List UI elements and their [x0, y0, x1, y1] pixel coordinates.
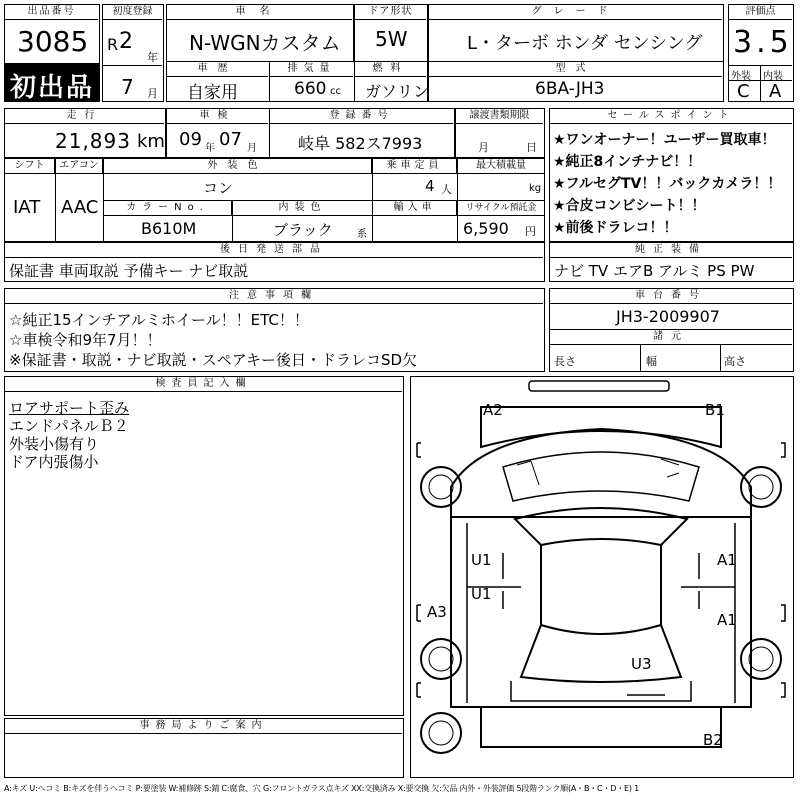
sales-point: ★前後ドラレコ！！ [553, 220, 678, 236]
first-registration-box: 初度登録 R 2 年 7 月 [102, 4, 164, 102]
first-listing-badge: 初出品 [4, 64, 100, 102]
color-number: B610M [141, 219, 197, 238]
note-line: ☆純正15インチアルミホイール！！ETC！！ [9, 311, 309, 329]
exterior-score: C [737, 81, 750, 102]
damage-mark: U1 [471, 585, 492, 603]
history-box: 車歴 自家用 [166, 61, 270, 102]
displacement: 660 [294, 79, 327, 99]
equipment: ナビ TV エアB アルミ PS PW [554, 262, 755, 280]
transfer-deadline-box: 譲渡書類期限 月 日 [455, 108, 545, 158]
equipment-box: 純正装備 ナビ TV エアB アルミ PS PW [549, 242, 794, 282]
sales-point: ★合皮コンビシート！！ [553, 198, 706, 214]
damage-mark: A1 [717, 551, 737, 569]
reg-year: 2 [119, 29, 133, 54]
interior-color: ブラック [273, 221, 333, 239]
mileage-box: 走行 21,893 km [4, 108, 166, 158]
sales-point: ★ワンオーナー！ユーザー買取車！ [553, 132, 776, 148]
note-line: ☆車検令和9年7月！！ [9, 331, 162, 349]
lot-number-label: 出品番号 [5, 5, 98, 20]
inspector-line: ロアサポート歪み [9, 399, 130, 417]
later-items: 保証書 車両取説 予備キー ナビ取説 [9, 262, 249, 280]
overall-score: 3.5 [733, 25, 793, 60]
inspector-box: 検査員記入欄 ロアサポート歪み エンドパネルＢ２ 外装小傷有り ドア内張傷小 [4, 376, 404, 716]
damage-mark: B1 [705, 401, 725, 419]
lot-number: 3085 [17, 25, 89, 58]
first-registration-label: 初度登録 [103, 5, 162, 20]
damage-mark: U3 [631, 655, 652, 673]
sales-point: ★フルセグTV！！バックカメラ！！ [553, 176, 782, 192]
inspector-line: ドア内張傷小 [9, 453, 99, 471]
inspector-line: 外装小傷有り [9, 435, 100, 453]
car-name: N-WGNカスタム [189, 31, 341, 55]
displacement-box: 排気量 660 cc [269, 61, 355, 102]
door-box: ドア形状 5W [354, 4, 428, 62]
car-outline [411, 377, 791, 775]
sales-point: ★純正8インチナビ！！ [553, 154, 702, 170]
damage-mark: A3 [427, 603, 447, 621]
chassis-box: 車台番号 JH3-2009907 諸元 長さ 幅 高さ [549, 288, 794, 372]
office-box: 事務局よりご案内 [4, 718, 404, 778]
recycle-fee: 6,590 [463, 219, 509, 238]
shift: IAT [13, 197, 41, 218]
capacity: 4 [425, 177, 435, 195]
lot-number-box [4, 4, 100, 64]
fuel-box: 燃料 ガソリン [354, 61, 428, 102]
registration-number: 岐阜 582ス7993 [298, 134, 423, 153]
door-type: 5W [375, 27, 408, 51]
inspection-month: 07 [219, 129, 242, 150]
model-code: 6BA-JH3 [535, 79, 605, 99]
grade-box: グレード L・ターボ ホンダ センシング [428, 4, 724, 62]
exterior-color: コン [203, 179, 234, 197]
fuel: ガソリン [365, 82, 430, 101]
aircon: AAC [61, 197, 99, 218]
inspection-year: 09 [179, 129, 202, 150]
inspection-box: 車検 09 年 07 月 [166, 108, 270, 158]
car-diagram [410, 376, 794, 778]
note-line: ※保証書・取説・ナビ取説・スペアキー後日・ドラレコSD欠 [9, 351, 418, 369]
damage-mark: A1 [717, 611, 737, 629]
damage-mark: B2 [703, 731, 723, 749]
damage-legend: A:キズ U:ヘコミ B:キズを伴うヘコミ P:要塗装 W:補修跡 S:錆 C:腐食、穴 G:フロントガラス点キズ XX:交換済み X:要交換 欠:欠品 内外・外装評価 5段階ランク順(A・B・C・D・E) 1 [4, 784, 640, 793]
damage-mark: U1 [471, 551, 492, 569]
spec-grid: シフト IAT エアコン AAC 外装色 コン 乗車定員 4 人 最大積載量 kg カラーNo. B610M 内装色 ブラック 系 輸入車 リサイクル預託金 6,590 円 [4, 158, 545, 242]
inspector-line: エンドパネルＢ２ [9, 417, 129, 435]
model-box: 型式 6BA-JH3 [428, 61, 724, 102]
grade: L・ターボ ホンダ センシング [467, 33, 703, 54]
chassis-number: JH3-2009907 [616, 307, 720, 326]
score-box: 評価点 3.5 外装 内装 C A [728, 4, 794, 102]
car-name-box: 車名 N-WGNカスタム [166, 4, 354, 62]
mileage: 21,893 [55, 129, 131, 153]
registration-box: 登録番号 岐阜 582ス7993 [269, 108, 455, 158]
notes-box: 注意事項欄 ☆純正15インチアルミホイール！！ETC！！ ☆車検令和9年7月！！ ※保証書・取説・ナビ取説・スペアキー後日・ドラレコSD欠 [4, 288, 545, 372]
sales-points-box: セールスポイント ★ワンオーナー！ユーザー買取車！ ★純正8インチナビ！！ ★フルセグTV！！バックカメラ！！ ★合皮コンビシート！！ ★前後ドラレコ！！ [549, 108, 794, 242]
reg-month: 7 [121, 75, 134, 99]
later-items-box: 後日発送部品 保証書 車両取説 予備キー ナビ取説 [4, 242, 545, 282]
damage-mark: A2 [483, 401, 503, 419]
interior-score: A [769, 81, 782, 102]
era: R [107, 35, 119, 54]
history: 自家用 [187, 83, 238, 103]
